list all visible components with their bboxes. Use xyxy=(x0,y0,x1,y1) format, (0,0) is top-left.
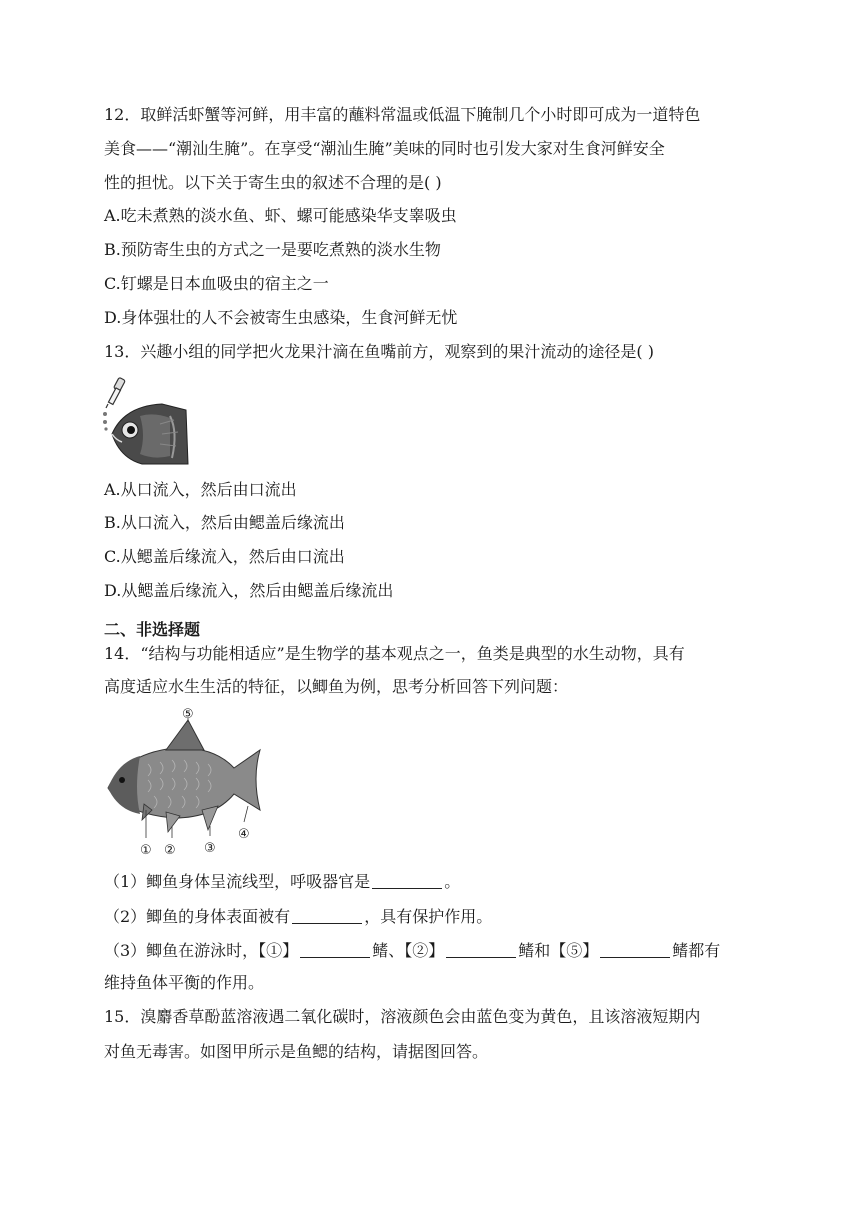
q12-option-d: D.身体强壮的人不会被寄生虫感染，生食河鲜无忧 xyxy=(104,308,458,327)
q14-sub-1-text: （1）鲫鱼身体呈流线型，呼吸器官是 xyxy=(104,872,371,891)
q13-option-c: C.从鳃盖后缘流入，然后由口流出 xyxy=(104,547,345,566)
q14-sub-3-b: 鳍、【②】 xyxy=(372,941,445,960)
q14-sub-2 xyxy=(104,906,764,928)
fin-label-4: ④ xyxy=(238,827,250,842)
q12-line-3: 性的担忧。以下关于寄生虫的叙述不合理的是( ) xyxy=(104,173,442,192)
q13-option-b: B.从口流入，然后由鳃盖后缘流出 xyxy=(104,513,345,532)
q14-sub-1 xyxy=(104,871,764,893)
q13-option-a: A.从口流入，然后由口流出 xyxy=(104,480,297,499)
q14-sub-3 xyxy=(104,940,764,962)
crucian-carp-icon xyxy=(104,706,264,858)
answer-blank[interactable] xyxy=(292,909,362,924)
fin-label-2: ② xyxy=(164,843,176,858)
q13-stem: 13．兴趣小组的同学把火龙果汁滴在鱼嘴前方，观察到的果汁流动的途径是( ) xyxy=(104,342,654,361)
q14-sub-2-end: ，具有保护作用。 xyxy=(364,907,493,926)
q14-sub-3-a: （3）鲫鱼在游泳时，【①】 xyxy=(104,941,299,960)
q12-line-1: 12．取鲜活虾蟹等河鲜，用丰富的蘸料常温或低温下腌制几个小时即可成为一道特色 xyxy=(104,105,701,124)
q12-line-2: 美食——“潮汕生腌”。在享受“潮汕生腌”美味的同时也引发大家对生食河鲜安全 xyxy=(104,139,665,158)
fin-label-3: ③ xyxy=(204,841,216,856)
fish-head-dropper-icon xyxy=(100,376,192,466)
q14-sub-3-c: 鳍和【⑤】 xyxy=(518,941,599,960)
q14-sub-2-text: （2）鲫鱼的身体表面被有 xyxy=(104,907,291,926)
section-heading: 二、非选择题 xyxy=(104,620,201,639)
q12-option-c: C.钉螺是日本血吸虫的宿主之一 xyxy=(104,274,329,293)
fin-label-1: ① xyxy=(140,843,152,858)
q15-line-1: 15．溴麝香草酚蓝溶液遇二氧化碳时，溶液颜色会由蓝色变为黄色，且该溶液短期内 xyxy=(104,1007,701,1026)
q13-option-d: D.从鳃盖后缘流入，然后由鳃盖后缘流出 xyxy=(104,581,394,600)
q14-sub-1-end: 。 xyxy=(444,872,461,891)
answer-blank[interactable] xyxy=(600,943,670,958)
q14-line-2: 高度适应水生生活的特征，以鲫鱼为例，思考分析回答下列问题： xyxy=(104,677,569,696)
q14-sub-3-line-2: 维持鱼体平衡的作用。 xyxy=(104,973,265,992)
answer-blank[interactable] xyxy=(446,943,516,958)
answer-blank[interactable] xyxy=(300,943,370,958)
q12-option-a: A.吃未煮熟的淡水鱼、虾、螺可能感染华支睾吸虫 xyxy=(104,206,457,225)
q14-sub-3-d: 鳍都有 xyxy=(672,941,721,960)
q15-line-2: 对鱼无毒害。如图甲所示是鱼鳃的结构，请据图回答。 xyxy=(104,1042,489,1061)
q14-line-1: 14．“结构与功能相适应”是生物学的基本观点之一，鱼类是典型的水生动物，具有 xyxy=(104,644,685,663)
answer-blank[interactable] xyxy=(372,874,442,889)
q12-option-b: B.预防寄生虫的方式之一是要吃煮熟的淡水生物 xyxy=(104,240,441,259)
fin-label-5: ⑤ xyxy=(182,707,194,722)
